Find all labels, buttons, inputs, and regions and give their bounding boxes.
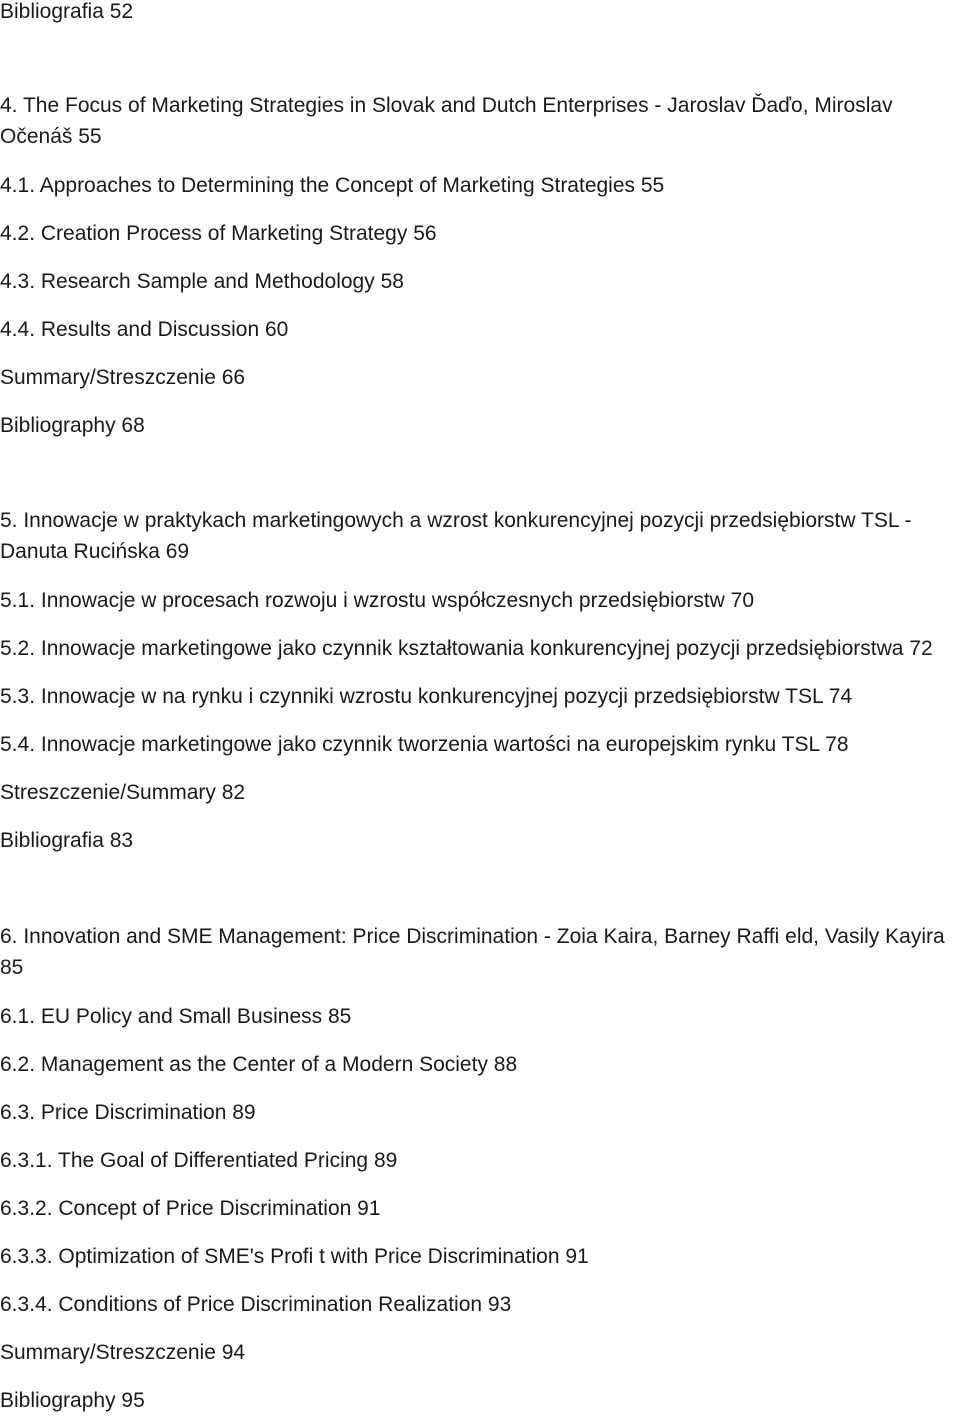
toc-entry: 6.3.4. Conditions of Price Discrimination Realization 93 xyxy=(0,1293,512,1316)
toc-entry: 6.3.2. Concept of Price Discrimination 91 xyxy=(0,1197,381,1220)
toc-entry: Bibliografia 52 xyxy=(0,0,134,23)
toc-entry: Bibliografia 83 xyxy=(0,829,134,852)
toc-entry: Summary/Streszczenie 94 xyxy=(0,1341,246,1364)
toc-entry: 4.4. Results and Discussion 60 xyxy=(0,318,289,341)
toc-entry: Summary/Streszczenie 66 xyxy=(0,366,246,389)
toc-entry: 4.2. Creation Process of Marketing Strategy 56 xyxy=(0,222,437,245)
toc-entry: 6.3. Price Discrimination 89 xyxy=(0,1101,256,1124)
toc-entry: 5.4. Innowacje marketingowe jako czynnik tworzenia wartości na europejskim rynku TSL 78 xyxy=(0,733,849,756)
toc-entry: Bibliography 95 xyxy=(0,1389,145,1412)
toc-entry: 4.1. Approaches to Determining the Concept of Marketing Strategies 55 xyxy=(0,174,665,197)
toc-entry: 6. Innovation and SME Management: Price Discrimination - Zoia Kaira, Barney Raffi eld, Vasily Kayira 85 xyxy=(0,925,945,979)
toc-entry: 5. Innowacje w praktykach marketingowych a wzrost konkurencyjnej pozycji przedsiębiorstw TSL - Danuta Rucińska 69 xyxy=(0,509,912,563)
toc-entry: 6.3.1. The Goal of Differentiated Pricing 89 xyxy=(0,1149,398,1172)
toc-entry: 4. The Focus of Marketing Strategies in Slovak and Dutch Enterprises - Jaroslav Ďaďo, Miroslav Očenáš 55 xyxy=(0,94,893,148)
toc-entry: Streszczenie/Summary 82 xyxy=(0,781,246,804)
toc-entry: 6.2. Management as the Center of a Modern Society 88 xyxy=(0,1053,518,1076)
toc-entry: 6.1. EU Policy and Small Business 85 xyxy=(0,1005,352,1028)
toc-entry: Bibliography 68 xyxy=(0,414,145,437)
toc-entry: 5.2. Innowacje marketingowe jako czynnik kształtowania konkurencyjnej pozycji przedsiębiorstwa 72 xyxy=(0,637,933,660)
toc-entry: 5.1. Innowacje w procesach rozwoju i wzrostu współczesnych przedsiębiorstw 70 xyxy=(0,589,755,612)
toc-entry: 4.3. Research Sample and Methodology 58 xyxy=(0,270,404,293)
toc-entry: 6.3.3. Optimization of SME's Profi t with Price Discrimination 91 xyxy=(0,1245,589,1268)
toc-entry: 5.3. Innowacje w na rynku i czynniki wzrostu konkurencyjnej pozycji przedsiębiorstw TSL 74 xyxy=(0,685,853,708)
